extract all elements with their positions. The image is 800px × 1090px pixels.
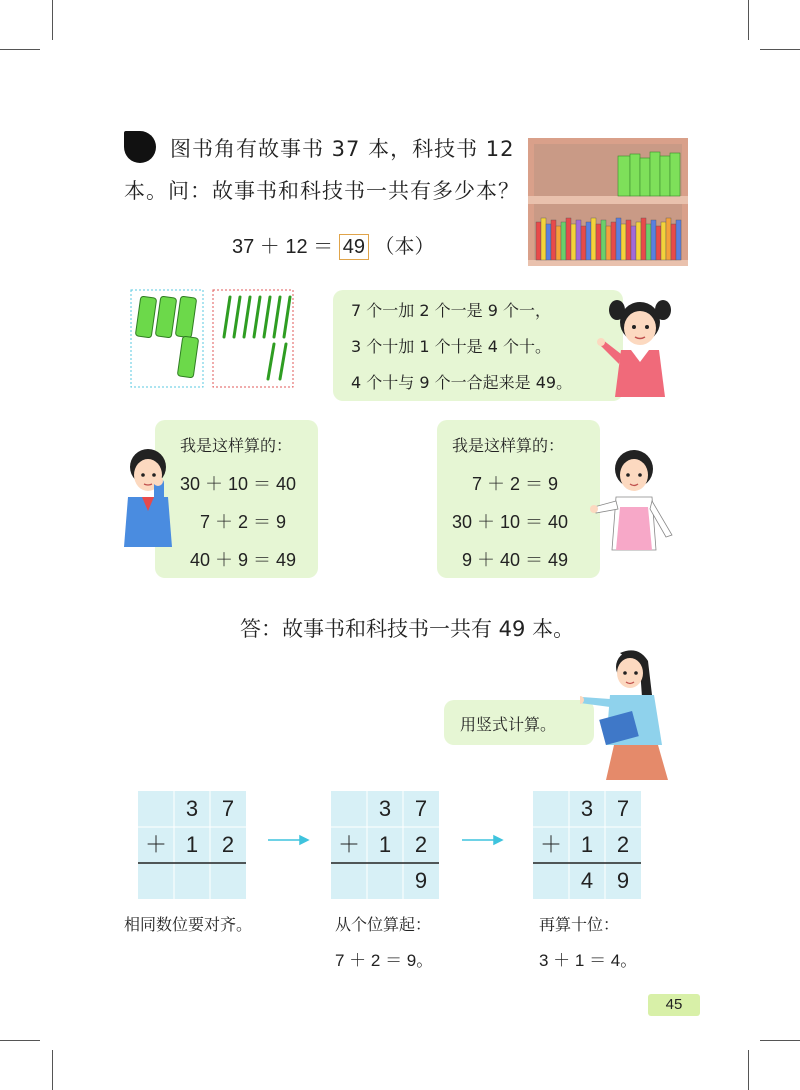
- grid-cell: 3: [580, 796, 594, 821]
- counting-sticks-illustration: [130, 289, 295, 389]
- answer-sentence: 答：故事书和科技书一共有 49 本。: [240, 617, 575, 641]
- crop-mark: [748, 0, 749, 40]
- grid-cell: 9: [616, 868, 630, 893]
- grid-cell: 1: [378, 832, 392, 857]
- grid-cell: ＋: [539, 832, 562, 857]
- crop-mark: [52, 1050, 53, 1090]
- grid-cell: 2: [616, 832, 630, 857]
- problem-line-2: 本。问：故事书和科技书一共有多少本？: [124, 179, 520, 203]
- equation-answer: 49: [339, 234, 369, 260]
- vertical-calc-grid: [331, 791, 439, 899]
- grid-cell: [138, 791, 174, 827]
- grid-cell: ＋: [144, 832, 167, 857]
- girl-explaining-illustration: [590, 445, 680, 555]
- problem-marker-icon: [124, 131, 156, 163]
- grid-cell: [367, 863, 403, 899]
- grid-cell: [533, 863, 569, 899]
- method-left-step: 40 ＋ 9 ＝ 49: [190, 550, 297, 570]
- explanation-line: 3 个十加 1 个十是 4 个十。: [351, 337, 551, 356]
- vertical-calc-grid: [533, 791, 641, 899]
- grid-cell: 7: [414, 796, 428, 821]
- step-caption: 相同数位要对齐。: [124, 915, 253, 934]
- grid-cell: 1: [185, 832, 199, 857]
- grid-cell: [331, 791, 367, 827]
- grid-cell: 9: [414, 868, 428, 893]
- grid-cell: 3: [185, 796, 199, 821]
- crop-mark: [748, 1050, 749, 1090]
- step-caption: 再算十位：: [539, 915, 620, 934]
- equation: [232, 230, 435, 260]
- grid-cell: 3: [378, 796, 392, 821]
- equation-prefix: 37 ＋ 12 ＝: [232, 236, 334, 258]
- grid-cell: 7: [221, 796, 235, 821]
- step-equation: 3 ＋ 1 ＝ 4。: [539, 951, 638, 970]
- step-equation: 7 ＋ 2 ＝ 9。: [335, 951, 434, 970]
- grid-cell: 2: [414, 832, 428, 857]
- crop-mark: [0, 49, 40, 50]
- explanation-line: 4 个十与 9 个一合起来是 49。: [351, 373, 573, 392]
- method-left-step: 7 ＋ 2 ＝ 9: [200, 512, 287, 532]
- method-right-step: 30 ＋ 10 ＝ 40: [452, 512, 569, 532]
- crop-mark: [0, 1040, 40, 1041]
- grid-cell: 2: [221, 832, 235, 857]
- method-right-step: 7 ＋ 2 ＝ 9: [472, 474, 559, 494]
- grid-cell: ＋: [337, 832, 360, 857]
- teacher-with-book-illustration: [580, 645, 680, 785]
- method-right-step: 9 ＋ 40 ＝ 49: [462, 550, 569, 570]
- grid-cell: 7: [616, 796, 630, 821]
- crop-mark: [760, 1040, 800, 1041]
- grid-cell: 1: [580, 832, 594, 857]
- grid-cell: 4: [580, 868, 594, 893]
- girl-pigtails-illustration: [597, 292, 677, 402]
- grid-cell: [138, 863, 174, 899]
- grid-cell: [210, 863, 246, 899]
- bookshelf-illustration: [528, 138, 688, 266]
- method-left-step: 30 ＋ 10 ＝ 40: [180, 474, 297, 494]
- explanation-line: 7 个一加 2 个一是 9 个一，: [351, 301, 551, 320]
- problem-line-1: 图书角有故事书 37 本，科技书 12: [170, 137, 515, 161]
- vertical-method-label: 用竖式计算。: [460, 715, 557, 734]
- grid-cell: [331, 863, 367, 899]
- step-caption: 从个位算起：: [335, 915, 432, 934]
- vertical-calc-grid: [138, 791, 246, 899]
- grid-cell: [533, 791, 569, 827]
- crop-mark: [52, 0, 53, 40]
- method-right-title: 我是这样算的：: [452, 436, 565, 455]
- page-number: 45: [665, 996, 683, 1013]
- boy-thinking-illustration: [118, 445, 178, 555]
- crop-mark: [760, 49, 800, 50]
- grid-cell: [174, 863, 210, 899]
- equation-unit: （本）: [374, 234, 435, 258]
- method-left-title: 我是这样算的：: [180, 436, 293, 455]
